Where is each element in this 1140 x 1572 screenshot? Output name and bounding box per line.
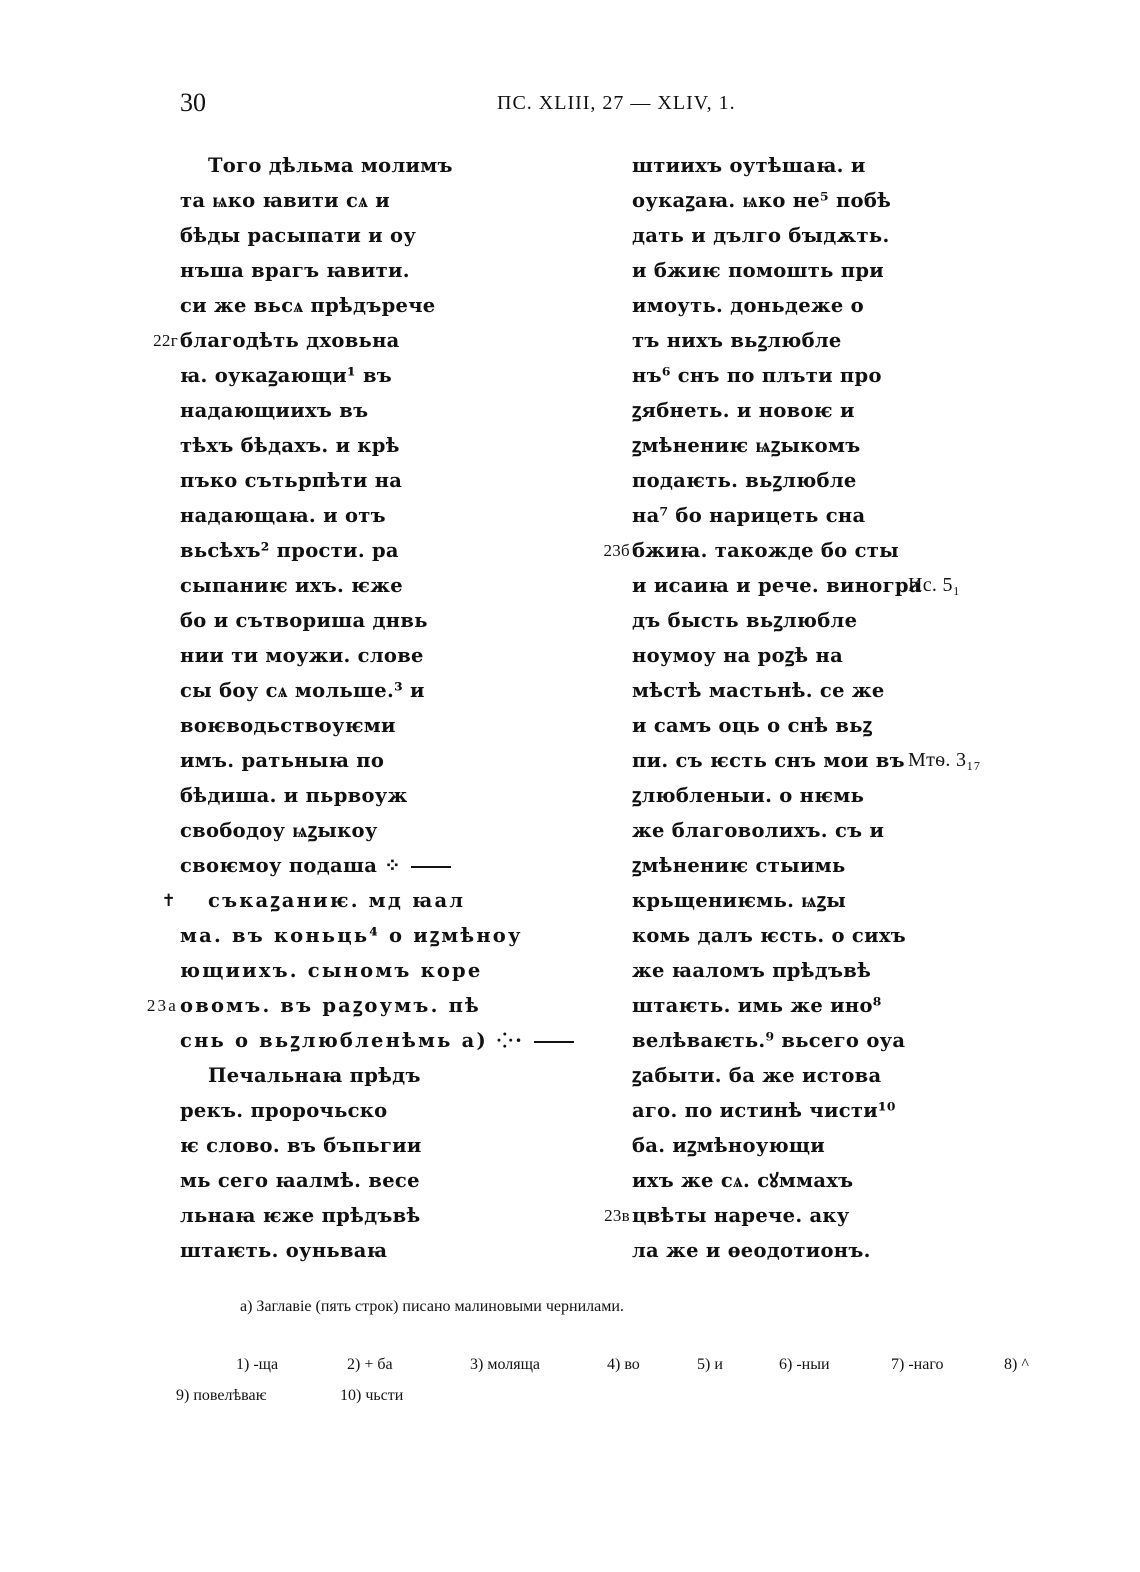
text-line bbox=[180, 1093, 580, 1128]
text-line bbox=[180, 463, 580, 498]
text-line bbox=[632, 848, 1032, 883]
line-text: дать и дълго бꙑдѫть. bbox=[632, 224, 890, 247]
text-line bbox=[632, 953, 1032, 988]
text-line bbox=[180, 673, 580, 708]
line-text: штаѥть. оуньваꙗ bbox=[180, 1239, 388, 1262]
text-line bbox=[180, 813, 580, 848]
line-text: дъ бысть вьꙁлюбле bbox=[632, 609, 858, 632]
text-line bbox=[180, 743, 580, 778]
text-line bbox=[180, 848, 580, 883]
variant-reading: 2) + ба bbox=[347, 1356, 393, 1373]
line-text: и самъ оць о снѣ вьꙁ bbox=[632, 714, 873, 737]
running-head: ПС. XLIII, 27 — XLIV, 1. bbox=[497, 92, 736, 114]
line-text: ꙗ. оукаꙁающи¹ въ bbox=[180, 364, 393, 387]
text-line bbox=[632, 603, 1032, 638]
scripture-reference: Мтѳ. 3₁₇ bbox=[908, 749, 981, 771]
line-text: благодѣть дховьна bbox=[180, 329, 400, 352]
line-text: льнаꙗ ѥже прѣдъвѣ bbox=[180, 1204, 421, 1227]
line-text: ноумоу на роꙁѣ на bbox=[632, 644, 844, 667]
line-text: нъша врагъ ꙗвити. bbox=[180, 259, 410, 282]
text-line bbox=[632, 463, 1032, 498]
line-text: ла же и ѳеодотионъ. bbox=[632, 1239, 871, 1262]
line-text: ꙁабыти. ба же истова bbox=[632, 1064, 882, 1087]
line-text: ꙁмѣнениѥ ѩꙁыкомъ bbox=[632, 434, 861, 457]
line-text: и исаиꙗ и рече. виногра bbox=[632, 574, 922, 597]
line-text: же ꙗаломъ прѣдъвѣ bbox=[632, 959, 872, 982]
line-text: крьщениѥмь. ѩꙁы bbox=[632, 889, 847, 912]
line-text: мѣстѣ мастьнѣ. се же bbox=[632, 679, 885, 702]
line-text: бѣды расыпати и оу bbox=[180, 224, 417, 247]
text-line bbox=[603, 533, 1032, 568]
line-text: надающиихъ въ bbox=[180, 399, 369, 422]
text-line bbox=[632, 1128, 1032, 1163]
line-text: си же вьсѧ прѣдърече bbox=[180, 294, 436, 317]
left-column bbox=[146, 148, 580, 1268]
variant-reading: 8) ^ bbox=[1004, 1356, 1029, 1373]
text-line bbox=[180, 568, 580, 603]
line-text: рекъ. пророчьско bbox=[180, 1099, 388, 1122]
line-text: оукаꙁаꙗ. ѩко не⁵ побѣ bbox=[632, 189, 892, 212]
line-text: пъко сътьрпѣти на bbox=[180, 469, 403, 492]
margin-verse-marker: 23в bbox=[604, 1206, 630, 1225]
text-line bbox=[632, 988, 1032, 1023]
line-text: пи. съ ѥсть снъ мои въ bbox=[632, 749, 905, 772]
variant-reading: 9) повелѣваѥ bbox=[176, 1387, 267, 1404]
text-line bbox=[632, 1163, 1032, 1198]
text-line bbox=[632, 1023, 1032, 1058]
line-text: аго. по истинѣ чисти¹⁰ bbox=[632, 1099, 896, 1122]
text-line bbox=[161, 883, 580, 918]
variant-reading: 5) и bbox=[697, 1356, 723, 1373]
text-line bbox=[632, 253, 1032, 288]
line-text: бо и сътвориша днвь bbox=[180, 609, 428, 632]
text-line bbox=[180, 1163, 580, 1198]
text-line bbox=[632, 393, 1032, 428]
text-line bbox=[180, 253, 580, 288]
page-number: 30 bbox=[180, 88, 206, 117]
text-line bbox=[180, 148, 580, 183]
text-line bbox=[632, 148, 1032, 183]
line-text: подаѥть. вьꙁлюбле bbox=[632, 469, 857, 492]
line-text: велѣваѥть.⁹ вьсего оуа bbox=[632, 1029, 906, 1052]
right-column bbox=[603, 148, 1032, 1268]
line-text: съкаꙁаниѥ. мд ꙗал bbox=[208, 889, 466, 912]
line-text: овомъ. въ раꙁоумъ. пѣ bbox=[180, 994, 481, 1017]
text-line bbox=[180, 638, 580, 673]
text-line bbox=[632, 813, 1032, 848]
line-text: ба. иꙁмѣноующи bbox=[632, 1134, 826, 1157]
line-text: имъ. ратьныꙗ по bbox=[180, 749, 385, 772]
line-text: тѣхъ бѣдахъ. и крѣ bbox=[180, 434, 400, 457]
variant-reading: 6) -ныи bbox=[779, 1356, 830, 1373]
text-line bbox=[180, 778, 580, 813]
text-line bbox=[632, 638, 1032, 673]
line-text: штиихъ оутѣшаꙗ. и bbox=[632, 154, 866, 177]
text-line bbox=[180, 953, 580, 988]
text-line bbox=[180, 1058, 580, 1093]
variant-reading: 1) -ща bbox=[236, 1356, 279, 1373]
line-text: сыпаниѥ ихъ. ѥже bbox=[180, 574, 403, 597]
line-text: бѣдиша. и пьрвоуж bbox=[180, 784, 408, 807]
text-line bbox=[632, 883, 1032, 918]
text-line bbox=[180, 918, 580, 953]
text-line bbox=[632, 1058, 1032, 1093]
line-text: ихъ же сѧ. сꙋммахъ bbox=[632, 1169, 854, 1192]
line-text: штаѥть. имь же ино⁸ bbox=[632, 994, 882, 1017]
text-line bbox=[180, 428, 580, 463]
text-line bbox=[632, 218, 1032, 253]
line-text: мь сего ꙗалмѣ. весе bbox=[180, 1169, 420, 1192]
text-line bbox=[180, 533, 580, 568]
text-line bbox=[632, 673, 1032, 708]
line-text: комь далъ ѥсть. о сихъ bbox=[632, 924, 907, 947]
footnote-note: а) Заглавіе (пять строк) писано малиновыми чернилами. bbox=[240, 1298, 624, 1315]
line-text: тъ нихъ вьꙁлюбле bbox=[632, 329, 842, 352]
line-text: нъ⁶ снъ по плъти про bbox=[632, 364, 882, 387]
text-line bbox=[632, 428, 1032, 463]
line-text: нии ти моужи. слове bbox=[180, 644, 424, 667]
line-text: надающаꙗ. и отъ bbox=[180, 504, 386, 527]
text-line bbox=[180, 1198, 580, 1233]
variant-reading: 3) моляща bbox=[470, 1356, 541, 1373]
line-text: снь о вьꙁлюбленѣмь а) ⁘· bbox=[180, 1029, 525, 1052]
text-line bbox=[180, 183, 580, 218]
text-line bbox=[632, 778, 1032, 813]
variant-reading: 7) -наго bbox=[891, 1356, 944, 1373]
text-line bbox=[632, 323, 1032, 358]
line-text: и бжиѥ помошть при bbox=[632, 259, 885, 282]
text-line bbox=[632, 498, 1032, 533]
text-line bbox=[632, 708, 1032, 743]
line-text: Того дѣльма молимъ bbox=[208, 154, 453, 177]
section-end-rule bbox=[534, 1041, 574, 1043]
text-line bbox=[180, 1128, 580, 1163]
line-text: же благоволихъ. съ и bbox=[632, 819, 885, 842]
text-line bbox=[632, 568, 1032, 603]
variant-reading: 10) чьсти bbox=[340, 1387, 404, 1404]
section-end-rule bbox=[411, 866, 451, 868]
line-text: Печальнаꙗ прѣдъ bbox=[208, 1064, 421, 1087]
line-text: своѥмоу подаша ⁘ bbox=[180, 854, 401, 877]
text-line bbox=[632, 1233, 1032, 1268]
margin-verse-marker: 22г bbox=[153, 331, 178, 350]
line-text: ꙁлюбленыи. о нѥмь bbox=[632, 784, 865, 807]
scripture-reference: Ис. 5₁ bbox=[908, 574, 961, 596]
line-text: воѥводьствоуѥми bbox=[180, 714, 396, 737]
line-text: ющиихъ. сыномъ коре bbox=[180, 959, 483, 982]
text-line bbox=[146, 988, 580, 1023]
text-line bbox=[632, 358, 1032, 393]
text-line bbox=[180, 218, 580, 253]
text-line bbox=[632, 183, 1032, 218]
text-line bbox=[632, 743, 1032, 778]
line-text: бжиꙗ. такожде бо сты bbox=[632, 539, 899, 562]
text-line bbox=[180, 603, 580, 638]
line-text: на⁷ бо нарицеть сна bbox=[632, 504, 866, 527]
line-text: ꙁябнеть. и новоѥ и bbox=[632, 399, 855, 422]
margin-verse-marker: 23а bbox=[146, 996, 178, 1015]
text-line bbox=[153, 323, 580, 358]
line-text: та ѩко ꙗвити сѧ и bbox=[180, 189, 391, 212]
text-line bbox=[632, 918, 1032, 953]
line-text: ꙁмѣнениѥ стыимь bbox=[632, 854, 846, 877]
text-line bbox=[180, 1023, 580, 1058]
text-line bbox=[180, 393, 580, 428]
line-text: сы боу сѧ мольше.³ и bbox=[180, 679, 425, 702]
text-line bbox=[180, 498, 580, 533]
line-text: свободоу ѩꙁыкоу bbox=[180, 819, 378, 842]
variant-reading: 4) во bbox=[607, 1356, 640, 1373]
line-text: вьсѣхъ² прости. ра bbox=[180, 539, 399, 562]
text-line bbox=[180, 708, 580, 743]
text-line bbox=[180, 1233, 580, 1268]
text-line bbox=[180, 358, 580, 393]
text-line bbox=[632, 1093, 1032, 1128]
margin-verse-marker: 23б bbox=[603, 541, 630, 560]
text-line bbox=[632, 288, 1032, 323]
margin-verse-marker: ✝ bbox=[161, 891, 178, 910]
line-text: ма. въ коньць⁴ о иꙁмѣноу bbox=[180, 924, 523, 947]
line-text: цвѣты нарече. аку bbox=[632, 1204, 850, 1227]
text-line bbox=[604, 1198, 1032, 1233]
text-line bbox=[180, 288, 580, 323]
line-text: имоуть. доньдеже о bbox=[632, 294, 864, 317]
line-text: ѥ слово. въ бъпьгии bbox=[180, 1134, 422, 1157]
